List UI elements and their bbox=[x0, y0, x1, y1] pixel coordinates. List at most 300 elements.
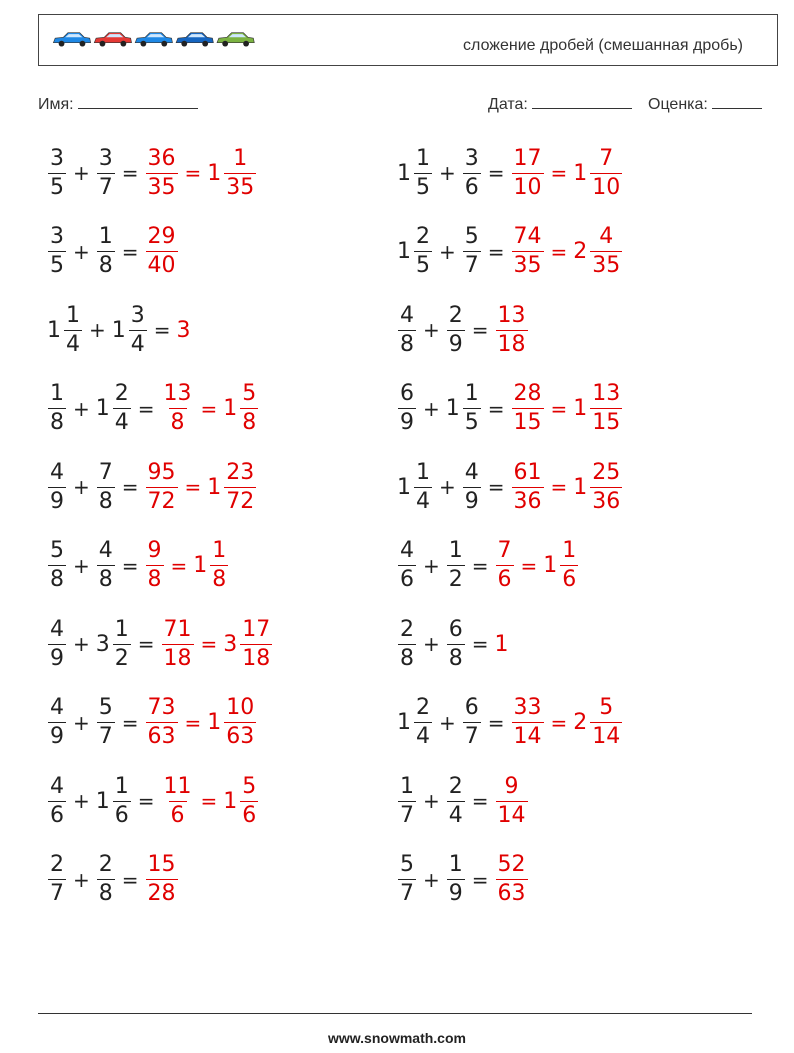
fraction bbox=[48, 383, 66, 434]
mixed-number bbox=[95, 145, 117, 200]
equals-sign: = bbox=[471, 867, 489, 892]
denominator: 6 bbox=[464, 174, 479, 200]
numerator: 61 bbox=[513, 459, 542, 485]
fraction bbox=[146, 145, 178, 200]
numerator: 3 bbox=[464, 145, 479, 171]
numerator: 4 bbox=[464, 459, 479, 485]
denominator: 9 bbox=[464, 488, 479, 514]
problem-left-10 bbox=[46, 848, 180, 912]
plus-sign: + bbox=[73, 710, 90, 735]
mixed-number bbox=[206, 459, 258, 514]
mixed-number bbox=[445, 616, 467, 671]
equals-sign: = bbox=[153, 318, 171, 342]
numerator: 13 bbox=[592, 381, 621, 406]
mixed-number bbox=[542, 540, 580, 591]
fraction bbox=[398, 773, 416, 828]
denominator: 6 bbox=[562, 567, 577, 592]
fraction bbox=[48, 145, 66, 200]
whole-part: 1 bbox=[193, 553, 208, 578]
mixed-number bbox=[572, 697, 624, 748]
mixed-number bbox=[445, 540, 467, 591]
denominator: 2 bbox=[448, 567, 463, 592]
mixed-number bbox=[192, 540, 230, 591]
fraction bbox=[146, 854, 178, 905]
numerator: 3 bbox=[98, 145, 113, 171]
denominator: 4 bbox=[416, 724, 430, 749]
plus-sign: + bbox=[73, 161, 90, 185]
fraction bbox=[97, 459, 115, 514]
fraction bbox=[64, 302, 82, 357]
plus-sign: + bbox=[423, 553, 440, 578]
whole-part: 1 bbox=[494, 631, 509, 657]
numerator: 10 bbox=[226, 695, 255, 720]
mixed-number bbox=[111, 302, 149, 357]
numerator: 2 bbox=[416, 695, 430, 720]
problem-right-1 bbox=[396, 141, 624, 205]
mixed-number bbox=[494, 632, 510, 657]
equals-sign: = bbox=[121, 867, 139, 892]
fraction bbox=[512, 145, 544, 200]
equals-sign: = bbox=[170, 553, 188, 578]
mixed-number bbox=[445, 383, 483, 434]
denominator: 4 bbox=[114, 410, 129, 435]
equals-sign: = bbox=[487, 396, 505, 421]
equals-sign: = bbox=[550, 710, 568, 735]
denominator: 4 bbox=[66, 331, 80, 357]
fraction bbox=[496, 540, 514, 591]
fraction bbox=[496, 302, 528, 357]
mixed-number bbox=[176, 318, 192, 343]
equals-sign: = bbox=[121, 475, 139, 499]
problem-right-3 bbox=[396, 298, 530, 362]
plus-sign: + bbox=[439, 710, 456, 735]
plus-sign: + bbox=[423, 632, 440, 656]
mixed-number bbox=[396, 226, 434, 277]
mixed-number bbox=[445, 302, 467, 357]
mixed-number bbox=[95, 540, 117, 591]
problem-right-9 bbox=[396, 769, 530, 833]
plus-sign: + bbox=[423, 789, 440, 813]
plus-sign: + bbox=[423, 318, 440, 342]
problem-left-4 bbox=[46, 377, 260, 441]
numerator: 2 bbox=[448, 302, 463, 328]
numerator: 3 bbox=[50, 224, 64, 249]
fraction bbox=[210, 540, 228, 591]
equals-sign: = bbox=[550, 239, 568, 264]
fraction bbox=[398, 616, 416, 671]
numerator: 36 bbox=[147, 145, 176, 171]
denominator: 63 bbox=[226, 724, 255, 749]
mixed-number bbox=[510, 459, 546, 514]
mixed-number bbox=[572, 383, 624, 434]
problem-left-5 bbox=[46, 455, 258, 519]
mixed-number bbox=[46, 145, 68, 200]
plus-sign: + bbox=[423, 396, 440, 421]
fraction bbox=[590, 459, 622, 514]
numerator: 17 bbox=[513, 145, 542, 171]
problem-left-8 bbox=[46, 691, 258, 755]
denominator: 7 bbox=[98, 724, 113, 749]
denominator: 6 bbox=[497, 567, 512, 592]
whole-part: 1 bbox=[573, 396, 588, 421]
mixed-number bbox=[95, 854, 117, 905]
mixed-number bbox=[206, 697, 258, 748]
car-icon bbox=[176, 33, 213, 47]
mixed-number bbox=[95, 226, 117, 277]
numerator: 74 bbox=[513, 224, 542, 249]
denominator: 15 bbox=[592, 410, 621, 435]
numerator: 4 bbox=[50, 459, 64, 485]
equals-sign: = bbox=[487, 161, 505, 185]
numerator: 2 bbox=[98, 852, 113, 877]
name-blank bbox=[78, 94, 198, 109]
denominator: 7 bbox=[464, 253, 479, 278]
equals-sign: = bbox=[550, 475, 568, 499]
numerator: 13 bbox=[497, 302, 526, 328]
mixed-number bbox=[461, 459, 483, 514]
whole-part: 1 bbox=[573, 474, 588, 500]
denominator: 5 bbox=[50, 253, 64, 278]
mixed-number bbox=[46, 616, 68, 671]
plus-sign: + bbox=[439, 161, 456, 185]
numerator: 3 bbox=[50, 145, 64, 171]
fraction bbox=[97, 854, 115, 905]
numerator: 5 bbox=[98, 695, 113, 720]
mixed-number bbox=[572, 226, 624, 277]
equals-sign: = bbox=[520, 553, 538, 578]
denominator: 7 bbox=[464, 724, 479, 749]
equals-sign: = bbox=[200, 396, 218, 421]
fraction bbox=[512, 459, 544, 514]
mixed-number bbox=[46, 773, 68, 828]
denominator: 35 bbox=[592, 253, 621, 278]
numerator: 4 bbox=[400, 302, 414, 328]
fraction bbox=[240, 383, 258, 434]
numerator: 5 bbox=[599, 695, 614, 720]
equals-sign: = bbox=[487, 239, 505, 264]
mixed-number bbox=[46, 383, 68, 434]
fraction bbox=[447, 302, 465, 357]
denominator: 14 bbox=[513, 724, 542, 749]
denominator: 8 bbox=[98, 253, 113, 278]
numerator: 1 bbox=[66, 302, 80, 328]
denominator: 36 bbox=[592, 488, 621, 514]
numerator: 6 bbox=[400, 381, 414, 406]
fraction bbox=[560, 540, 578, 591]
numerator: 1 bbox=[212, 538, 227, 563]
denominator: 5 bbox=[50, 174, 64, 200]
equals-sign: = bbox=[137, 396, 155, 421]
car-icon bbox=[217, 33, 254, 47]
mixed-number bbox=[572, 145, 624, 200]
equals-sign: = bbox=[137, 789, 155, 813]
denominator: 5 bbox=[416, 253, 430, 278]
fraction bbox=[463, 226, 481, 277]
whole-part: 1 bbox=[95, 788, 110, 814]
numerator: 73 bbox=[147, 695, 176, 720]
plus-sign: + bbox=[73, 239, 90, 264]
mixed-number bbox=[396, 145, 434, 200]
fraction bbox=[97, 226, 115, 277]
fraction bbox=[113, 383, 131, 434]
name-field bbox=[38, 94, 198, 114]
name-label: Имя: bbox=[38, 96, 74, 113]
denominator: 18 bbox=[242, 645, 271, 671]
numerator: 4 bbox=[50, 695, 64, 720]
numerator: 4 bbox=[50, 616, 64, 642]
equals-sign: = bbox=[487, 475, 505, 499]
mixed-number bbox=[46, 540, 68, 591]
date-label: Дата: bbox=[488, 96, 528, 113]
fraction bbox=[162, 616, 194, 671]
problem-left-6 bbox=[46, 534, 230, 598]
whole-part: 1 bbox=[397, 474, 411, 500]
whole-part: 3 bbox=[176, 317, 191, 343]
numerator: 2 bbox=[114, 381, 129, 406]
fraction bbox=[48, 459, 66, 514]
equals-sign: = bbox=[200, 789, 218, 813]
numerator: 5 bbox=[400, 852, 414, 877]
denominator: 8 bbox=[448, 645, 463, 671]
mixed-number bbox=[396, 697, 434, 748]
denominator: 6 bbox=[50, 802, 64, 828]
mixed-number bbox=[95, 383, 133, 434]
plus-sign: + bbox=[73, 396, 90, 421]
whole-part: 1 bbox=[397, 239, 411, 264]
car-icon bbox=[53, 33, 90, 47]
denominator: 5 bbox=[464, 410, 479, 435]
mixed-number bbox=[95, 697, 117, 748]
whole-part: 1 bbox=[111, 317, 126, 343]
denominator: 63 bbox=[497, 881, 526, 906]
whole-part: 1 bbox=[47, 317, 61, 343]
numerator: 2 bbox=[50, 852, 64, 877]
mixed-number bbox=[396, 383, 418, 434]
denominator: 8 bbox=[242, 410, 257, 435]
denominator: 4 bbox=[416, 488, 430, 514]
denominator: 10 bbox=[513, 174, 542, 200]
denominator: 35 bbox=[147, 174, 176, 200]
whole-part: 3 bbox=[95, 631, 110, 657]
fraction bbox=[146, 697, 178, 748]
numerator: 29 bbox=[147, 224, 176, 249]
numerator: 5 bbox=[242, 773, 257, 799]
mixed-number bbox=[46, 226, 68, 277]
fraction bbox=[512, 697, 544, 748]
plus-sign: + bbox=[439, 475, 456, 499]
whole-part: 1 bbox=[397, 160, 411, 186]
fraction bbox=[146, 540, 164, 591]
numerator: 5 bbox=[50, 538, 64, 563]
fraction bbox=[224, 459, 256, 514]
numerator: 95 bbox=[147, 459, 176, 485]
numerator: 6 bbox=[448, 616, 463, 642]
fraction bbox=[113, 773, 131, 828]
mixed-number bbox=[510, 697, 546, 748]
fraction bbox=[414, 226, 432, 277]
denominator: 8 bbox=[170, 410, 185, 435]
mixed-number bbox=[144, 459, 180, 514]
denominator: 8 bbox=[212, 567, 227, 592]
equals-sign: = bbox=[550, 161, 568, 185]
numerator: 1 bbox=[448, 852, 463, 877]
mixed-number bbox=[222, 773, 260, 828]
denominator: 10 bbox=[592, 174, 621, 200]
grade-label: Оценка: bbox=[648, 96, 708, 113]
fraction bbox=[224, 145, 256, 200]
equals-sign: = bbox=[200, 632, 218, 656]
mixed-number bbox=[144, 145, 180, 200]
equals-sign: = bbox=[121, 553, 139, 578]
fraction bbox=[398, 302, 416, 357]
mixed-number bbox=[222, 383, 260, 434]
whole-part: 1 bbox=[207, 710, 222, 735]
mixed-number bbox=[396, 616, 418, 671]
fraction bbox=[48, 697, 66, 748]
mixed-number bbox=[160, 773, 196, 828]
numerator: 5 bbox=[242, 381, 257, 406]
mixed-number bbox=[206, 145, 258, 200]
numerator: 52 bbox=[497, 852, 526, 877]
mixed-number bbox=[144, 697, 180, 748]
numerator: 1 bbox=[233, 145, 248, 171]
denominator: 35 bbox=[226, 174, 255, 200]
fraction bbox=[162, 773, 194, 828]
numerator: 23 bbox=[226, 459, 255, 485]
fraction bbox=[398, 383, 416, 434]
mixed-number bbox=[445, 854, 467, 905]
denominator: 36 bbox=[513, 488, 542, 514]
numerator: 9 bbox=[504, 773, 519, 799]
grade-blank bbox=[712, 94, 762, 109]
mixed-number bbox=[95, 773, 133, 828]
denominator: 7 bbox=[98, 174, 113, 200]
fraction bbox=[463, 459, 481, 514]
mixed-number bbox=[46, 302, 84, 357]
plus-sign: + bbox=[73, 789, 90, 813]
problem-left-3 bbox=[46, 298, 192, 362]
numerator: 7 bbox=[599, 145, 614, 171]
denominator: 6 bbox=[242, 802, 257, 828]
mixed-number bbox=[510, 383, 546, 434]
numerator: 28 bbox=[513, 381, 542, 406]
mixed-number bbox=[46, 697, 68, 748]
fraction bbox=[146, 226, 178, 277]
problem-left-7 bbox=[46, 612, 274, 676]
numerator: 1 bbox=[416, 459, 430, 485]
equals-sign: = bbox=[487, 710, 505, 735]
whole-part: 1 bbox=[543, 553, 558, 578]
denominator: 4 bbox=[448, 802, 463, 828]
denominator: 8 bbox=[98, 488, 113, 514]
denominator: 7 bbox=[400, 802, 414, 828]
denominator: 4 bbox=[130, 331, 145, 357]
denominator: 7 bbox=[50, 881, 64, 906]
denominator: 8 bbox=[400, 645, 414, 671]
problem-left-1 bbox=[46, 141, 258, 205]
denominator: 9 bbox=[400, 410, 414, 435]
fraction bbox=[224, 697, 256, 748]
denominator: 8 bbox=[98, 881, 113, 906]
fraction bbox=[97, 145, 115, 200]
whole-part: 1 bbox=[207, 474, 222, 500]
plus-sign: + bbox=[89, 318, 106, 342]
denominator: 14 bbox=[592, 724, 621, 749]
whole-part: 1 bbox=[95, 396, 110, 421]
mixed-number bbox=[396, 773, 418, 828]
denominator: 6 bbox=[114, 802, 129, 828]
denominator: 9 bbox=[50, 724, 64, 749]
denominator: 6 bbox=[170, 802, 185, 828]
problem-right-2 bbox=[396, 220, 624, 284]
equals-sign: = bbox=[121, 710, 139, 735]
equals-sign: = bbox=[184, 161, 202, 185]
mixed-number bbox=[144, 226, 180, 277]
fraction bbox=[113, 616, 131, 671]
fraction bbox=[240, 616, 272, 671]
fraction bbox=[414, 697, 432, 748]
equals-sign: = bbox=[184, 710, 202, 735]
mixed-number bbox=[461, 226, 483, 277]
numerator: 15 bbox=[147, 852, 176, 877]
numerator: 4 bbox=[400, 538, 414, 563]
equals-sign: = bbox=[550, 396, 568, 421]
whole-part: 1 bbox=[223, 788, 238, 814]
mixed-number bbox=[144, 854, 180, 905]
car-icons bbox=[42, 30, 272, 50]
problem-right-7 bbox=[396, 612, 510, 676]
header-box bbox=[38, 14, 778, 66]
plus-sign: + bbox=[73, 475, 90, 499]
numerator: 7 bbox=[497, 538, 512, 563]
numerator: 71 bbox=[163, 616, 192, 642]
denominator: 8 bbox=[98, 567, 113, 592]
problem-right-5 bbox=[396, 455, 624, 519]
denominator: 63 bbox=[147, 724, 176, 749]
numerator: 6 bbox=[464, 695, 479, 720]
mixed-number bbox=[494, 302, 530, 357]
denominator: 8 bbox=[50, 567, 64, 592]
numerator: 2 bbox=[400, 616, 414, 642]
denominator: 8 bbox=[147, 567, 162, 592]
fraction bbox=[512, 383, 544, 434]
equals-sign: = bbox=[121, 239, 139, 264]
numerator: 1 bbox=[416, 145, 430, 171]
numerator: 1 bbox=[114, 773, 129, 799]
denominator: 9 bbox=[50, 488, 64, 514]
fraction bbox=[590, 145, 622, 200]
fraction bbox=[590, 226, 622, 277]
denominator: 2 bbox=[114, 645, 129, 671]
mixed-number bbox=[396, 540, 418, 591]
mixed-number bbox=[396, 302, 418, 357]
fraction bbox=[48, 773, 66, 828]
plus-sign: + bbox=[439, 239, 456, 264]
fraction bbox=[590, 383, 622, 434]
mixed-number bbox=[160, 383, 196, 434]
fraction bbox=[463, 383, 481, 434]
fraction bbox=[447, 854, 465, 905]
equals-sign: = bbox=[471, 553, 489, 578]
whole-part: 1 bbox=[223, 396, 238, 421]
mixed-number bbox=[95, 459, 117, 514]
denominator: 72 bbox=[147, 488, 176, 514]
fraction bbox=[447, 773, 465, 828]
equals-sign: = bbox=[184, 475, 202, 499]
denominator: 40 bbox=[147, 253, 176, 278]
fraction bbox=[48, 616, 66, 671]
numerator: 2 bbox=[448, 773, 463, 799]
